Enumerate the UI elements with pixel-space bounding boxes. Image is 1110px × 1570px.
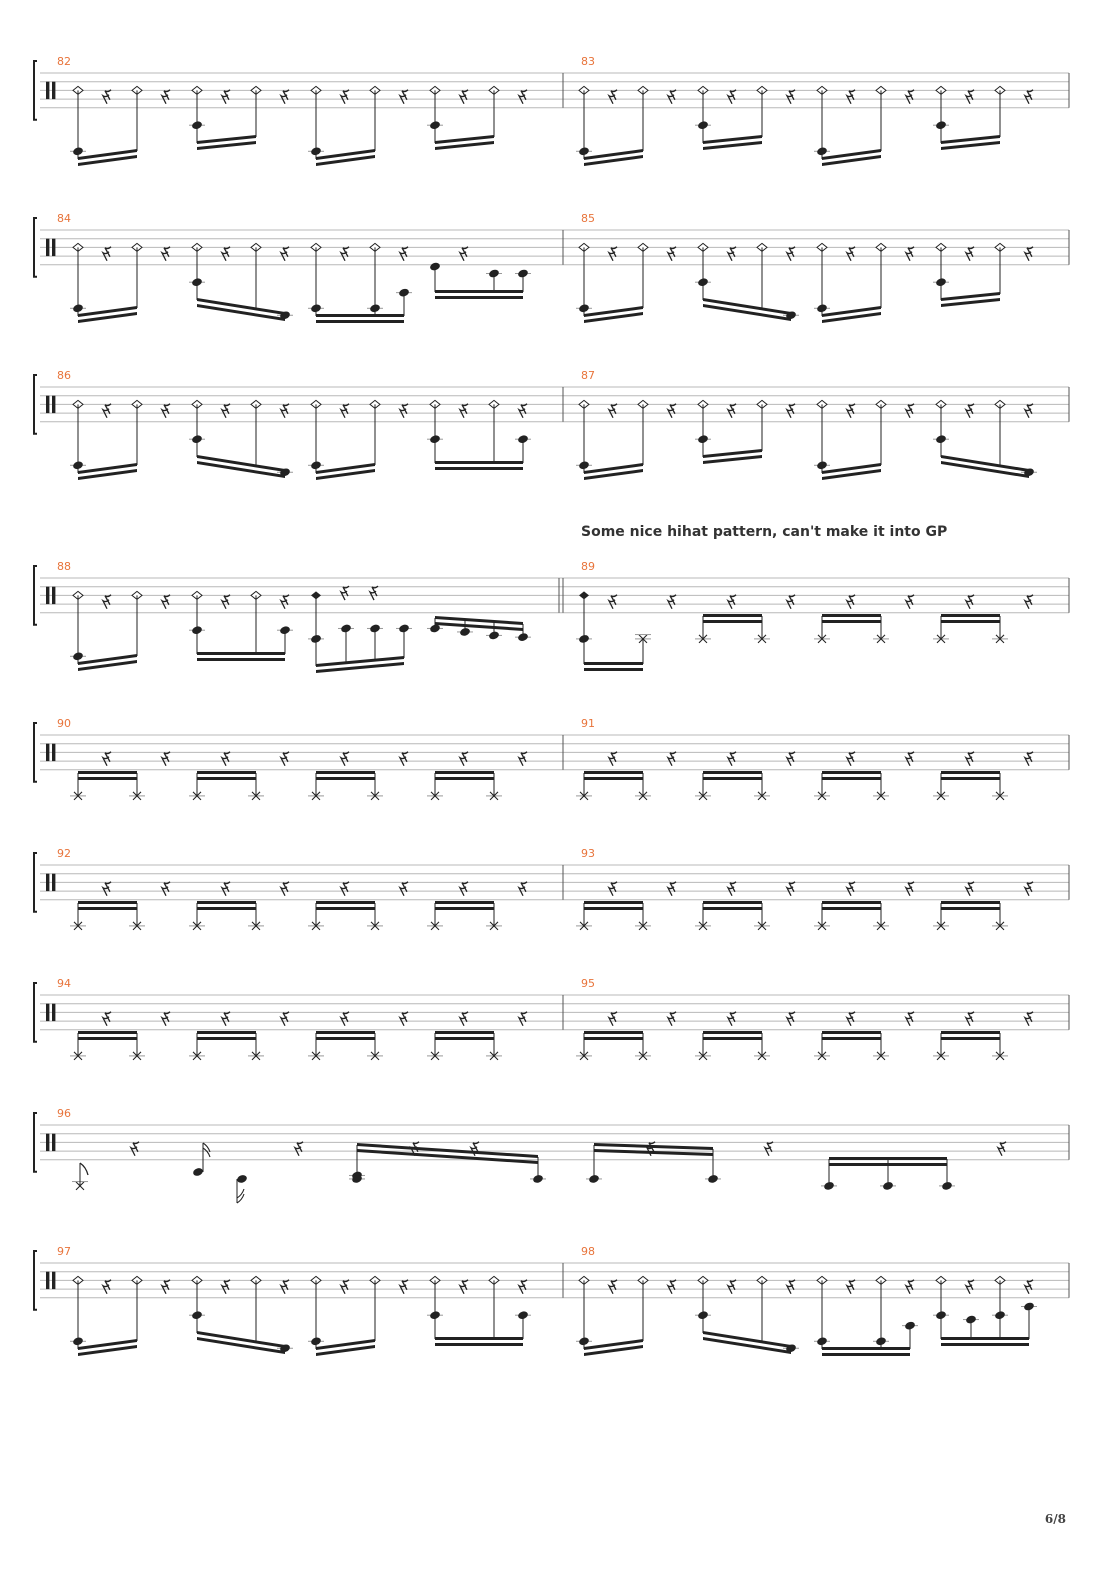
measure-number: 93 <box>581 847 595 860</box>
sixteenth-rest <box>1025 90 1033 104</box>
sixteenth-rest <box>281 1012 289 1026</box>
staff-system <box>34 977 1069 1060</box>
beam <box>703 614 762 617</box>
beam <box>822 771 881 774</box>
staff-system <box>34 717 1069 800</box>
sixteenth-rest <box>906 595 914 609</box>
sixteenth-rest <box>341 1280 349 1294</box>
measure-number: 94 <box>57 977 71 990</box>
beam <box>703 777 762 780</box>
measure-number: 82 <box>57 55 71 68</box>
sixteenth-rest <box>847 595 855 609</box>
sixteenth-rest <box>460 882 468 896</box>
sixteenth-rest <box>668 882 676 896</box>
measure-number: 88 <box>57 560 71 573</box>
sixteenth-rest <box>162 404 170 418</box>
beam <box>435 290 523 293</box>
sixteenth-rest <box>847 90 855 104</box>
sixteenth-rest <box>728 595 736 609</box>
sixteenth-rest <box>281 752 289 766</box>
beam <box>197 1031 256 1034</box>
sixteenth-rest <box>609 1280 617 1294</box>
beam <box>78 771 137 774</box>
sixteenth-rest <box>1025 882 1033 896</box>
percussion-clef <box>52 1134 55 1151</box>
sixteenth-rest <box>668 1012 676 1026</box>
beam <box>584 777 643 780</box>
sixteenth-rest <box>341 882 349 896</box>
sixteenth-rest <box>400 404 408 418</box>
sixteenth-rest <box>847 752 855 766</box>
sixteenth-rest <box>400 247 408 261</box>
sixteenth-rest <box>222 247 230 261</box>
beam <box>316 771 375 774</box>
beam <box>197 652 285 655</box>
sixteenth-rest <box>460 1280 468 1294</box>
sixteenth-rest <box>460 752 468 766</box>
note-flag <box>203 1143 210 1157</box>
sixteenth-rest <box>847 404 855 418</box>
beam <box>829 1163 947 1166</box>
measure-number: 84 <box>57 212 71 225</box>
sixteenth-rest <box>162 1012 170 1026</box>
system-bracket <box>34 218 37 277</box>
beam <box>316 1031 375 1034</box>
sixteenth-rest <box>222 90 230 104</box>
sixteenth-rest <box>998 1142 1006 1156</box>
percussion-clef <box>52 396 55 413</box>
sixteenth-rest <box>966 247 974 261</box>
sixteenth-rest <box>162 752 170 766</box>
beam <box>435 296 523 299</box>
percussion-clef <box>46 1004 49 1021</box>
sixteenth-rest <box>341 1012 349 1026</box>
sixteenth-rest <box>847 1280 855 1294</box>
tom-notehead <box>236 1174 248 1184</box>
beam <box>78 1037 137 1040</box>
beam <box>435 1037 494 1040</box>
sixteenth-rest <box>906 882 914 896</box>
sixteenth-rest <box>519 1012 527 1026</box>
beam <box>584 1031 643 1034</box>
measure-number: 89 <box>581 560 595 573</box>
measure-number: 86 <box>57 369 71 382</box>
sixteenth-rest <box>103 1280 111 1294</box>
beam <box>941 1037 1000 1040</box>
sixteenth-rest <box>400 752 408 766</box>
staff-system <box>34 1245 1069 1356</box>
measure-number: 87 <box>581 369 595 382</box>
sixteenth-rest <box>281 1280 289 1294</box>
sixteenth-rest <box>103 882 111 896</box>
sixteenth-rest <box>519 882 527 896</box>
sixteenth-rest <box>966 90 974 104</box>
sixteenth-rest <box>787 882 795 896</box>
page-number: 6/8 <box>1044 1512 1066 1526</box>
beam <box>435 1031 494 1034</box>
percussion-clef <box>46 587 49 604</box>
sixteenth-rest <box>370 586 378 600</box>
sixteenth-rest <box>1025 247 1033 261</box>
sixteenth-rest <box>281 882 289 896</box>
beam <box>822 901 881 904</box>
sixteenth-rest <box>787 404 795 418</box>
sixteenth-rest <box>609 1012 617 1026</box>
beam <box>703 1031 762 1034</box>
system-bracket <box>34 1113 37 1172</box>
system-bracket <box>34 61 37 120</box>
sixteenth-rest <box>787 752 795 766</box>
sixteenth-rest <box>609 404 617 418</box>
system-bracket <box>34 723 37 782</box>
sixteenth-rest <box>609 247 617 261</box>
sixteenth-rest <box>966 752 974 766</box>
sixteenth-rest <box>281 404 289 418</box>
sixteenth-rest <box>103 752 111 766</box>
beam <box>197 658 285 661</box>
measure-number: 83 <box>581 55 595 68</box>
beam <box>822 1037 881 1040</box>
staff-system <box>34 560 1069 673</box>
beam <box>197 901 256 904</box>
beam <box>941 614 1000 617</box>
beam <box>197 777 256 780</box>
beam <box>584 1037 643 1040</box>
sixteenth-rest <box>906 752 914 766</box>
sixteenth-rest <box>847 1012 855 1026</box>
measure-number: 90 <box>57 717 71 730</box>
sixteenth-rest <box>728 882 736 896</box>
sixteenth-rest <box>281 247 289 261</box>
sixteenth-rest <box>341 247 349 261</box>
note-flag <box>80 1163 88 1175</box>
beam <box>703 1037 762 1040</box>
beam <box>316 777 375 780</box>
sixteenth-rest <box>295 1142 303 1156</box>
sixteenth-rest <box>222 404 230 418</box>
beam <box>316 907 375 910</box>
sixteenth-rest <box>400 882 408 896</box>
beam <box>78 901 137 904</box>
sixteenth-rest <box>162 595 170 609</box>
sixteenth-rest <box>728 404 736 418</box>
system-bracket <box>34 853 37 912</box>
percussion-clef <box>46 1272 49 1289</box>
sixteenth-rest <box>906 1280 914 1294</box>
percussion-clef <box>52 239 55 256</box>
sixteenth-rest <box>162 247 170 261</box>
sixteenth-rest <box>162 1280 170 1294</box>
sixteenth-rest <box>906 90 914 104</box>
sixteenth-rest <box>341 404 349 418</box>
annotation-text: Some nice hihat pattern, can't make it into GP <box>581 524 948 540</box>
sixteenth-rest <box>668 90 676 104</box>
sixteenth-rest <box>162 882 170 896</box>
sixteenth-rest <box>906 404 914 418</box>
beam <box>822 907 881 910</box>
sixteenth-rest <box>519 404 527 418</box>
beam <box>941 1031 1000 1034</box>
sixteenth-rest <box>222 1280 230 1294</box>
sixteenth-rest <box>906 1012 914 1026</box>
system-bracket <box>34 1251 37 1310</box>
sixteenth-rest <box>281 90 289 104</box>
sixteenth-rest <box>609 90 617 104</box>
sixteenth-rest <box>400 1012 408 1026</box>
sixteenth-rest <box>728 1280 736 1294</box>
staff-system <box>34 1107 1069 1203</box>
percussion-clef <box>52 1004 55 1021</box>
beam <box>584 771 643 774</box>
beam <box>435 771 494 774</box>
percussion-clef <box>46 744 49 761</box>
beam <box>822 1031 881 1034</box>
beam <box>316 314 404 317</box>
measure-number: 95 <box>581 977 595 990</box>
system-bracket <box>34 375 37 434</box>
sixteenth-rest <box>765 1142 773 1156</box>
sixteenth-rest <box>222 752 230 766</box>
percussion-clef <box>46 82 49 99</box>
beam <box>435 901 494 904</box>
sixteenth-rest <box>519 90 527 104</box>
beam <box>197 907 256 910</box>
sixteenth-rest <box>341 586 349 600</box>
percussion-clef <box>46 239 49 256</box>
measure-number: 91 <box>581 717 595 730</box>
sixteenth-rest <box>609 595 617 609</box>
sixteenth-rest <box>1025 595 1033 609</box>
sixteenth-rest <box>966 404 974 418</box>
sixteenth-rest <box>162 90 170 104</box>
sixteenth-rest <box>281 595 289 609</box>
beam <box>584 668 643 671</box>
beam <box>703 771 762 774</box>
measure-number: 98 <box>581 1245 595 1258</box>
sixteenth-rest <box>847 882 855 896</box>
sixteenth-rest <box>668 752 676 766</box>
sixteenth-rest <box>341 90 349 104</box>
beam <box>197 771 256 774</box>
sixteenth-rest <box>787 1280 795 1294</box>
beam <box>316 1037 375 1040</box>
beam <box>941 901 1000 904</box>
sixteenth-rest <box>847 247 855 261</box>
sixteenth-rest <box>1025 1012 1033 1026</box>
staff-system <box>34 55 1069 166</box>
sixteenth-rest <box>609 752 617 766</box>
beam <box>435 461 523 464</box>
system-bracket <box>34 566 37 625</box>
beam <box>316 901 375 904</box>
beam <box>594 1143 713 1150</box>
sixteenth-rest <box>222 1012 230 1026</box>
sixteenth-rest <box>400 1280 408 1294</box>
sixteenth-rest <box>460 247 468 261</box>
staff-system <box>34 212 1069 323</box>
system-bracket <box>34 983 37 1042</box>
beam <box>822 614 881 617</box>
beam <box>584 901 643 904</box>
sixteenth-rest <box>341 752 349 766</box>
sixteenth-rest <box>966 1280 974 1294</box>
sixteenth-rest <box>222 882 230 896</box>
sixteenth-rest <box>400 90 408 104</box>
sixteenth-rest <box>103 90 111 104</box>
sixteenth-rest <box>787 595 795 609</box>
beam <box>78 907 137 910</box>
sixteenth-rest <box>787 90 795 104</box>
sixteenth-rest <box>460 90 468 104</box>
sixteenth-rest <box>131 1142 139 1156</box>
percussion-clef <box>52 587 55 604</box>
sixteenth-rest <box>966 882 974 896</box>
beam <box>78 1031 137 1034</box>
sixteenth-rest <box>728 247 736 261</box>
sixteenth-rest <box>103 404 111 418</box>
beam <box>316 320 404 323</box>
beam <box>822 777 881 780</box>
sixteenth-rest <box>787 247 795 261</box>
measure-number: 85 <box>581 212 595 225</box>
sixteenth-rest <box>609 882 617 896</box>
sixteenth-rest <box>222 595 230 609</box>
sixteenth-rest <box>966 595 974 609</box>
sixteenth-rest <box>728 752 736 766</box>
beam <box>822 1347 910 1350</box>
measure-number: 92 <box>57 847 71 860</box>
measure-number: 96 <box>57 1107 71 1120</box>
beam <box>435 1337 523 1340</box>
sixteenth-rest <box>728 1012 736 1026</box>
sixteenth-rest <box>668 1280 676 1294</box>
beam <box>435 467 523 470</box>
beam <box>435 777 494 780</box>
percussion-clef <box>52 874 55 891</box>
sixteenth-rest <box>1025 752 1033 766</box>
beam <box>941 771 1000 774</box>
percussion-clef <box>52 1272 55 1289</box>
measure-number: 97 <box>57 1245 71 1258</box>
percussion-clef <box>52 82 55 99</box>
sixteenth-rest <box>668 247 676 261</box>
snare-notehead <box>192 1167 204 1177</box>
sixteenth-rest <box>668 404 676 418</box>
sixteenth-rest <box>966 1012 974 1026</box>
beam <box>435 907 494 910</box>
sixteenth-rest <box>103 247 111 261</box>
sixteenth-rest <box>460 404 468 418</box>
beam <box>703 620 762 623</box>
percussion-clef <box>46 874 49 891</box>
beam <box>78 777 137 780</box>
beam <box>703 901 762 904</box>
sixteenth-rest <box>103 595 111 609</box>
beam <box>941 1343 1029 1346</box>
percussion-clef <box>52 744 55 761</box>
sixteenth-rest <box>519 752 527 766</box>
beam <box>829 1157 947 1160</box>
percussion-clef <box>46 1134 49 1151</box>
beam <box>941 777 1000 780</box>
sixteenth-rest <box>668 595 676 609</box>
beam <box>941 1337 1029 1340</box>
sixteenth-rest <box>1025 1280 1033 1294</box>
sixteenth-rest <box>1025 404 1033 418</box>
sixteenth-rest <box>906 247 914 261</box>
beam <box>584 907 643 910</box>
beam <box>822 1353 910 1356</box>
beam <box>941 620 1000 623</box>
beam <box>197 1037 256 1040</box>
percussion-clef <box>46 396 49 413</box>
sixteenth-rest <box>460 1012 468 1026</box>
beam <box>941 907 1000 910</box>
beam <box>703 907 762 910</box>
note-flag <box>237 1189 244 1203</box>
sixteenth-rest <box>728 90 736 104</box>
staff-system <box>34 369 1069 480</box>
staff-system <box>34 847 1069 930</box>
beam <box>435 1343 523 1346</box>
sixteenth-rest <box>787 1012 795 1026</box>
sixteenth-rest <box>519 1280 527 1294</box>
beam <box>822 620 881 623</box>
beam <box>584 662 643 665</box>
sixteenth-rest <box>103 1012 111 1026</box>
